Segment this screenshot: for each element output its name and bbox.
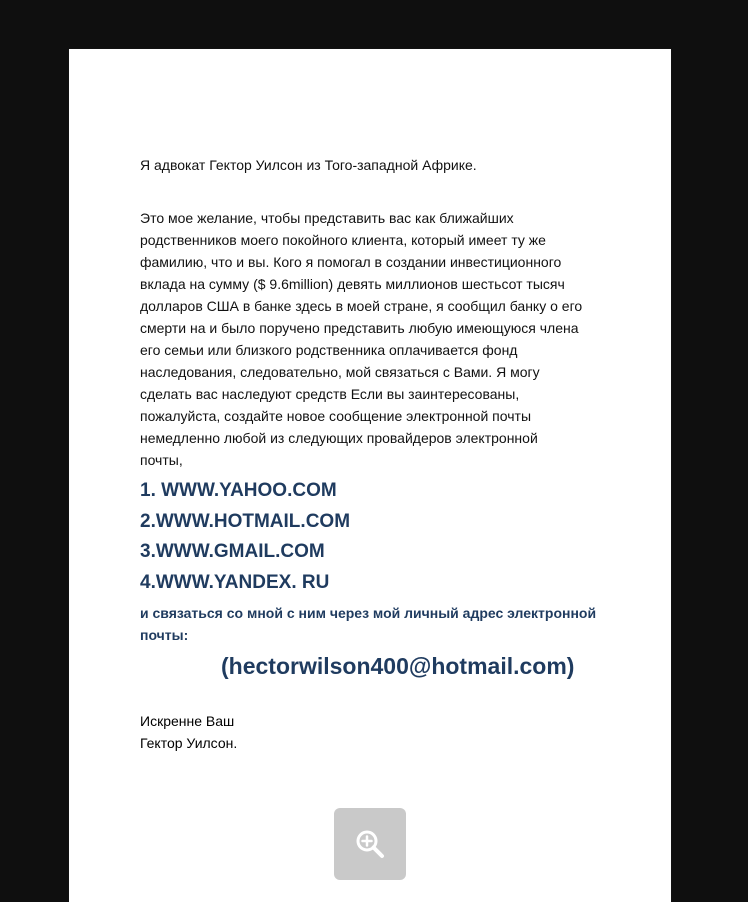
provider-list <box>140 476 610 598</box>
letter-body <box>140 207 610 471</box>
closing-line: Искренне Ваш <box>140 713 235 729</box>
body-line: вклада на сумму ($ 9.6million) девять миллионов шестьсот тысяч <box>140 276 565 292</box>
provider-item: 3.WWW.GMAIL.COM <box>140 541 325 562</box>
contact-line: почты: <box>140 627 189 643</box>
body-line: немедленно любой из следующих провайдеров электронной <box>140 430 538 446</box>
body-line: наследования, следовательно, мой связаться с Вами. Я могу <box>140 364 540 380</box>
body-line: смерти на и было поручено представить любую имеющуюся члена <box>140 320 579 336</box>
body-line: почты, <box>140 452 183 468</box>
provider-item: 2.WWW.HOTMAIL.COM <box>140 510 351 532</box>
body-line: пожалуйста, создайте новое сообщение электронной почты <box>140 408 532 424</box>
document-page <box>69 49 671 902</box>
body-line: долларов США в банке здесь в моей стране, я сообщил банку о его <box>140 298 583 314</box>
body-line: сделать вас наследуют средств Если вы заинтересованы, <box>140 386 520 402</box>
contact-instructions <box>140 602 610 646</box>
zoom-in-icon <box>353 827 387 861</box>
contact-line: и связаться со мной с ним через мой личный адрес электронной <box>140 605 597 621</box>
body-line: фамилию, что и вы. Кого я помогал в создании инвестиционного <box>140 254 562 270</box>
body-line: родственников моего покойного клиента, который имеет ту же <box>140 232 546 248</box>
letter-content <box>140 154 610 646</box>
email-address: (hectorwilson400@hotmail.com) <box>221 653 575 679</box>
provider-item: 4.WWW.YANDEX. RU <box>140 571 330 593</box>
body-line: его семьи или близкого родственника оплачивается фонд <box>140 342 518 358</box>
signature-name: Гектор Уилсон. <box>140 735 238 751</box>
closing-signature <box>140 710 237 754</box>
intro-line: Я адвокат Гектор Уилсон из Того-западной Африке. <box>140 157 477 173</box>
body-line: Это мое желание, чтобы представить вас как ближайших <box>140 210 514 226</box>
zoom-button[interactable] <box>334 808 406 880</box>
provider-item: 1. WWW.YAHOO.COM <box>140 480 337 501</box>
